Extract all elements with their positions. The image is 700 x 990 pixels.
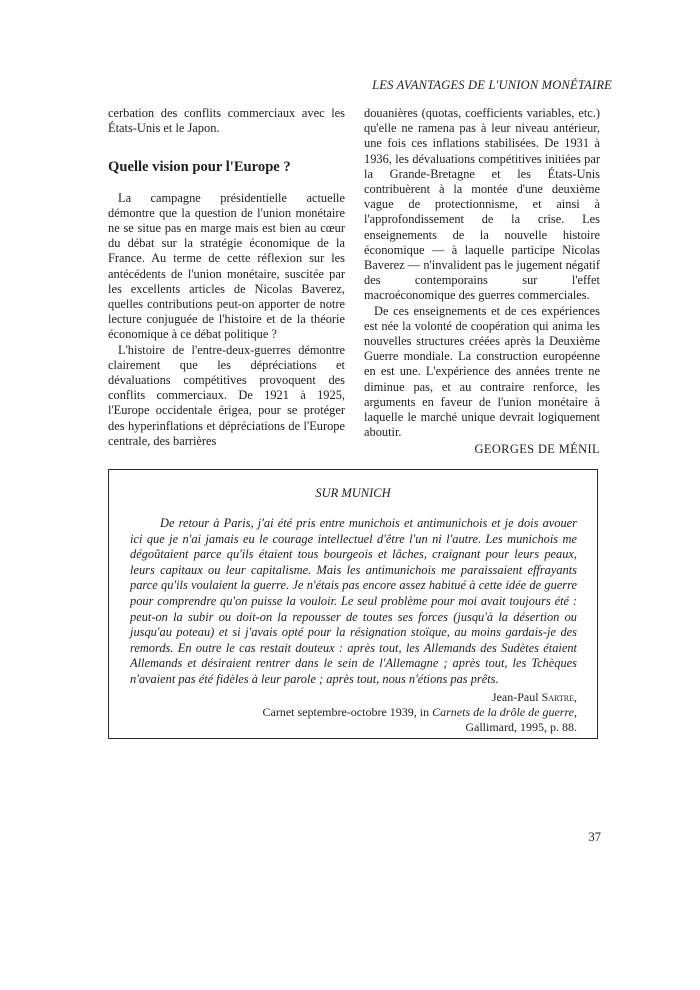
- left-column: [108, 106, 345, 449]
- section-heading: Quelle vision pour l'Europe ?: [108, 159, 291, 176]
- right-continuation-paragraph: douanières (quotas, coefficients variables, etc.) qu'elle ne ramena pas à leur niveau antérieur, une fois ces inflations stabilisées. De 1931 à 1936, les dévaluations compétitives initiées par la Grande-Bretagne et les États-Unis contribuèrent à la montée d'une deuxième vague de protectionnisme, et ainsi à l'approfondissement de la crise. Les enseignements de la nouvelle histoire économique — à laquelle participe Nicolas Baverez — n'invalident pas le jugement négatif des contemporains sur l'effet macroéconomique des guerres commerciales.: [364, 106, 600, 303]
- author-signature: GEORGES DE MÉNIL: [474, 442, 600, 457]
- quote-attribution: [263, 690, 578, 734]
- quote-author-first: Jean-Paul: [491, 690, 539, 704]
- quote-source-title: Carnets de la drôle de guerre,: [432, 704, 577, 719]
- quote-author: Jean-Paul Sartre,: [491, 690, 577, 704]
- quote-box-title: SUR MUNICH: [315, 486, 391, 500]
- left-continuation-paragraph: cerbation des conflits commerciaux avec les États-Unis et le Japon.: [108, 106, 345, 136]
- right-column: [364, 106, 600, 458]
- left-paragraph-1: La campagne présidentielle actuelle démontre que la question de l'union monétaire ne se situe pas en marge mais est bien au cœur du débat sur la stratégie économique de la France. Au terme de cette réflexion sur les antécédents de l'union monétaire, suscitée par les excellents articles de Nicolas Baverez, quelles contributions peut-on apporter de notre lecture conjuguée de l'histoire et de la théorie économique à ce débat politique ?: [108, 190, 345, 342]
- quote-source-prefix: Carnet septembre-octobre 1939, in: [262, 704, 430, 719]
- page-number: 37: [588, 830, 601, 844]
- quote-author-last: Sartre: [541, 690, 574, 704]
- running-head: LES AVANTAGES DE L'UNION MONÉTAIRE: [372, 78, 612, 92]
- right-paragraph-2: De ces enseignements et de ces expériences est née la volonté de coopération qui anima les nouvelles structures créées après la Deuxième Guerre mondiale. La construction européenne en est une. L'expérience des années trente ne diminue pas, et au contraire renforce, les arguments en faveur de l'union monétaire à laquelle le marché unique devrait logiquement aboutir.: [364, 303, 600, 440]
- quote-publisher: Gallimard, 1995, p. 88.: [465, 719, 577, 734]
- left-paragraph-2: L'histoire de l'entre-deux-guerres démontre clairement que les dépréciations et dévaluations compétitives provoquent des conflits commerciaux. De 1921 à 1925, l'Europe occidentale érigea, pour se protéger des hyperinflations et dépréciations de l'Europe centrale, des barrières: [108, 342, 345, 448]
- quote-box: [108, 469, 598, 739]
- quote-text: De retour à Paris, j'ai été pris entre munichois et antimunichois et je dois avouer ici que je n'ai jamais eu le courage intellectuel d'être l'un ni l'autre. Les munichois me dégoûtaient parce qu'ils étaient tous bourgeois et lâches, craignant pour leurs peaux, leurs capitaux ou leur capitalisme. Mais les antimunichois me paraissaient effrayants parce qu'ils voulaient la guerre. Je n'étais pas encore assez habitué à cette idée de guerre pour comprendre qu'on puisse la vouloir. Le seul problème pour moi avait toujours été : peut-on la subir ou doit-on la repousser de toutes ses forces (jusqu'à la désertion ou jusqu'au poteau) et si j'avais opté pour la résignation stoïque, au moins gardais-je des remords. En outre le cas restait douteux : après tout, les Allemands des Sudètes étaient Allemands et désiraient rentrer dans le sein de l'Allemagne ; après tout, les Tchèques n'avaient pas été fidèles à leur parole ; après tout, nous n'étions pas prêts.: [130, 516, 577, 686]
- quote-source: [263, 705, 578, 720]
